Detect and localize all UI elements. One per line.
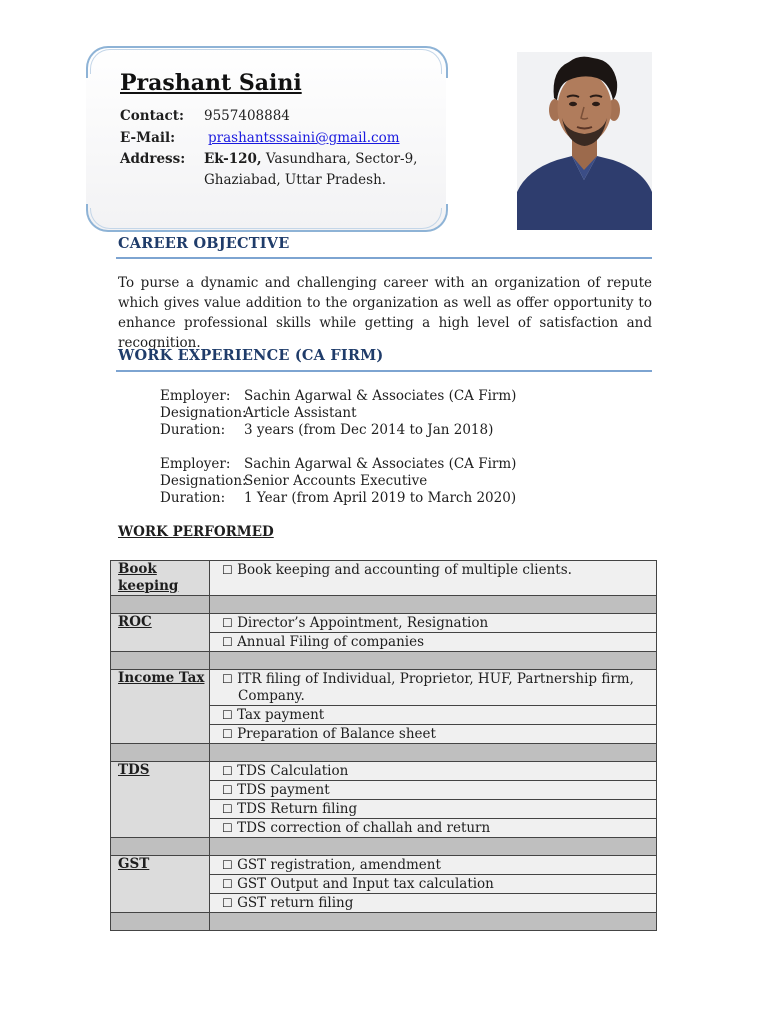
designation-value: Article Assistant — [244, 405, 357, 421]
category-cell: TDS — [111, 762, 210, 838]
task-item: ☐ TDS correction of challah and return — [210, 819, 657, 838]
checkbox-icon: ☐ — [222, 764, 233, 778]
work-performed-heading: WORK PERFORMED — [118, 524, 274, 540]
task-item: ☐ Annual Filing of companies — [210, 633, 657, 652]
candidate-name: Prashant Saini — [120, 70, 302, 96]
duration-label: Duration: — [160, 490, 226, 506]
work-experience-heading: WORK EXPERIENCE (CA FIRM) — [118, 347, 384, 364]
task-item: ☐ TDS payment — [210, 781, 657, 800]
task-item: ☐ Preparation of Balance sheet — [210, 725, 657, 744]
separator-cell — [210, 838, 657, 856]
duration-value: 1 Year (from April 2019 to March 2020) — [244, 490, 517, 506]
category-cell: Income Tax — [111, 670, 210, 744]
checkbox-icon: ☐ — [222, 727, 233, 741]
profile-photo — [517, 52, 652, 230]
checkbox-icon: ☐ — [222, 708, 233, 722]
contact-value: 9557408884 — [204, 108, 290, 124]
task-item: ☐ TDS Return filing — [210, 800, 657, 819]
work-performed-table — [110, 560, 657, 931]
checkbox-icon: ☐ — [222, 858, 233, 872]
duration-label: Duration: — [160, 422, 226, 438]
employer-value: Sachin Agarwal & Associates (CA Firm) — [244, 388, 517, 404]
checkbox-icon: ☐ — [222, 896, 233, 910]
separator-cell — [210, 596, 657, 614]
separator-cell — [111, 838, 210, 856]
checkbox-icon: ☐ — [222, 563, 233, 577]
checkbox-icon: ☐ — [222, 616, 233, 630]
employer-label: Employer: — [160, 388, 231, 404]
employer-label: Employer: — [160, 456, 231, 472]
task-item: ☐ GST Output and Input tax calculation — [210, 875, 657, 894]
email-label: E-Mail: — [120, 130, 176, 146]
section-divider — [116, 370, 652, 372]
separator-cell — [111, 744, 210, 762]
checkbox-icon: ☐ — [222, 821, 233, 835]
designation-label: Designation: — [160, 473, 247, 489]
checkbox-icon: ☐ — [222, 635, 233, 649]
career-objective-text: To purse a dynamic and challenging career with an organization of repute which gives value addition to the organization as well as offer opportunity to enhance professional skills while getting a high level of satisfaction and recognition. — [118, 275, 652, 351]
separator-cell — [210, 913, 657, 931]
task-item: ☐ GST registration, amendment — [210, 856, 657, 875]
task-item: ☐ TDS Calculation — [210, 762, 657, 781]
address-line-1: Ek-120, Vasundhara, Sector-9, — [204, 151, 418, 167]
checkbox-icon: ☐ — [222, 783, 233, 797]
job-entry — [160, 388, 620, 439]
category-cell: ROC — [111, 614, 210, 652]
task-item: ☐ Director’s Appointment, Resignation — [210, 614, 657, 633]
checkbox-icon: ☐ — [222, 802, 233, 816]
employer-value: Sachin Agarwal & Associates (CA Firm) — [244, 456, 517, 472]
task-item: ☐ ITR filing of Individual, Proprietor, HUF, Partnership firm, Company. — [210, 670, 657, 706]
duration-value: 3 years (from Dec 2014 to Jan 2018) — [244, 422, 494, 438]
designation-value: Senior Accounts Executive — [244, 473, 428, 489]
separator-cell — [111, 913, 210, 931]
job-entry — [160, 456, 620, 507]
separator-cell — [111, 596, 210, 614]
designation-label: Designation: — [160, 405, 247, 421]
section-divider — [116, 257, 652, 259]
category-cell: GST — [111, 856, 210, 913]
separator-cell — [111, 652, 210, 670]
address-label: Address: — [120, 151, 186, 167]
address-line-2: Ghaziabad, Uttar Pradesh. — [204, 172, 387, 188]
email-link[interactable]: prashantsssaini@gmail.com — [208, 130, 400, 146]
card-bottom-inner-border — [90, 208, 442, 229]
separator-cell — [210, 652, 657, 670]
contact-label: Contact: — [120, 108, 184, 124]
task-item: ☐ Tax payment — [210, 706, 657, 725]
separator-cell — [210, 744, 657, 762]
task-item: ☐ Book keeping and accounting of multiple clients. — [210, 561, 657, 596]
checkbox-icon: ☐ — [222, 672, 233, 686]
career-objective-heading: CAREER OBJECTIVE — [118, 235, 290, 252]
checkbox-icon: ☐ — [222, 877, 233, 891]
category-cell: Book keeping — [111, 561, 210, 596]
task-item: ☐ GST return filing — [210, 894, 657, 913]
